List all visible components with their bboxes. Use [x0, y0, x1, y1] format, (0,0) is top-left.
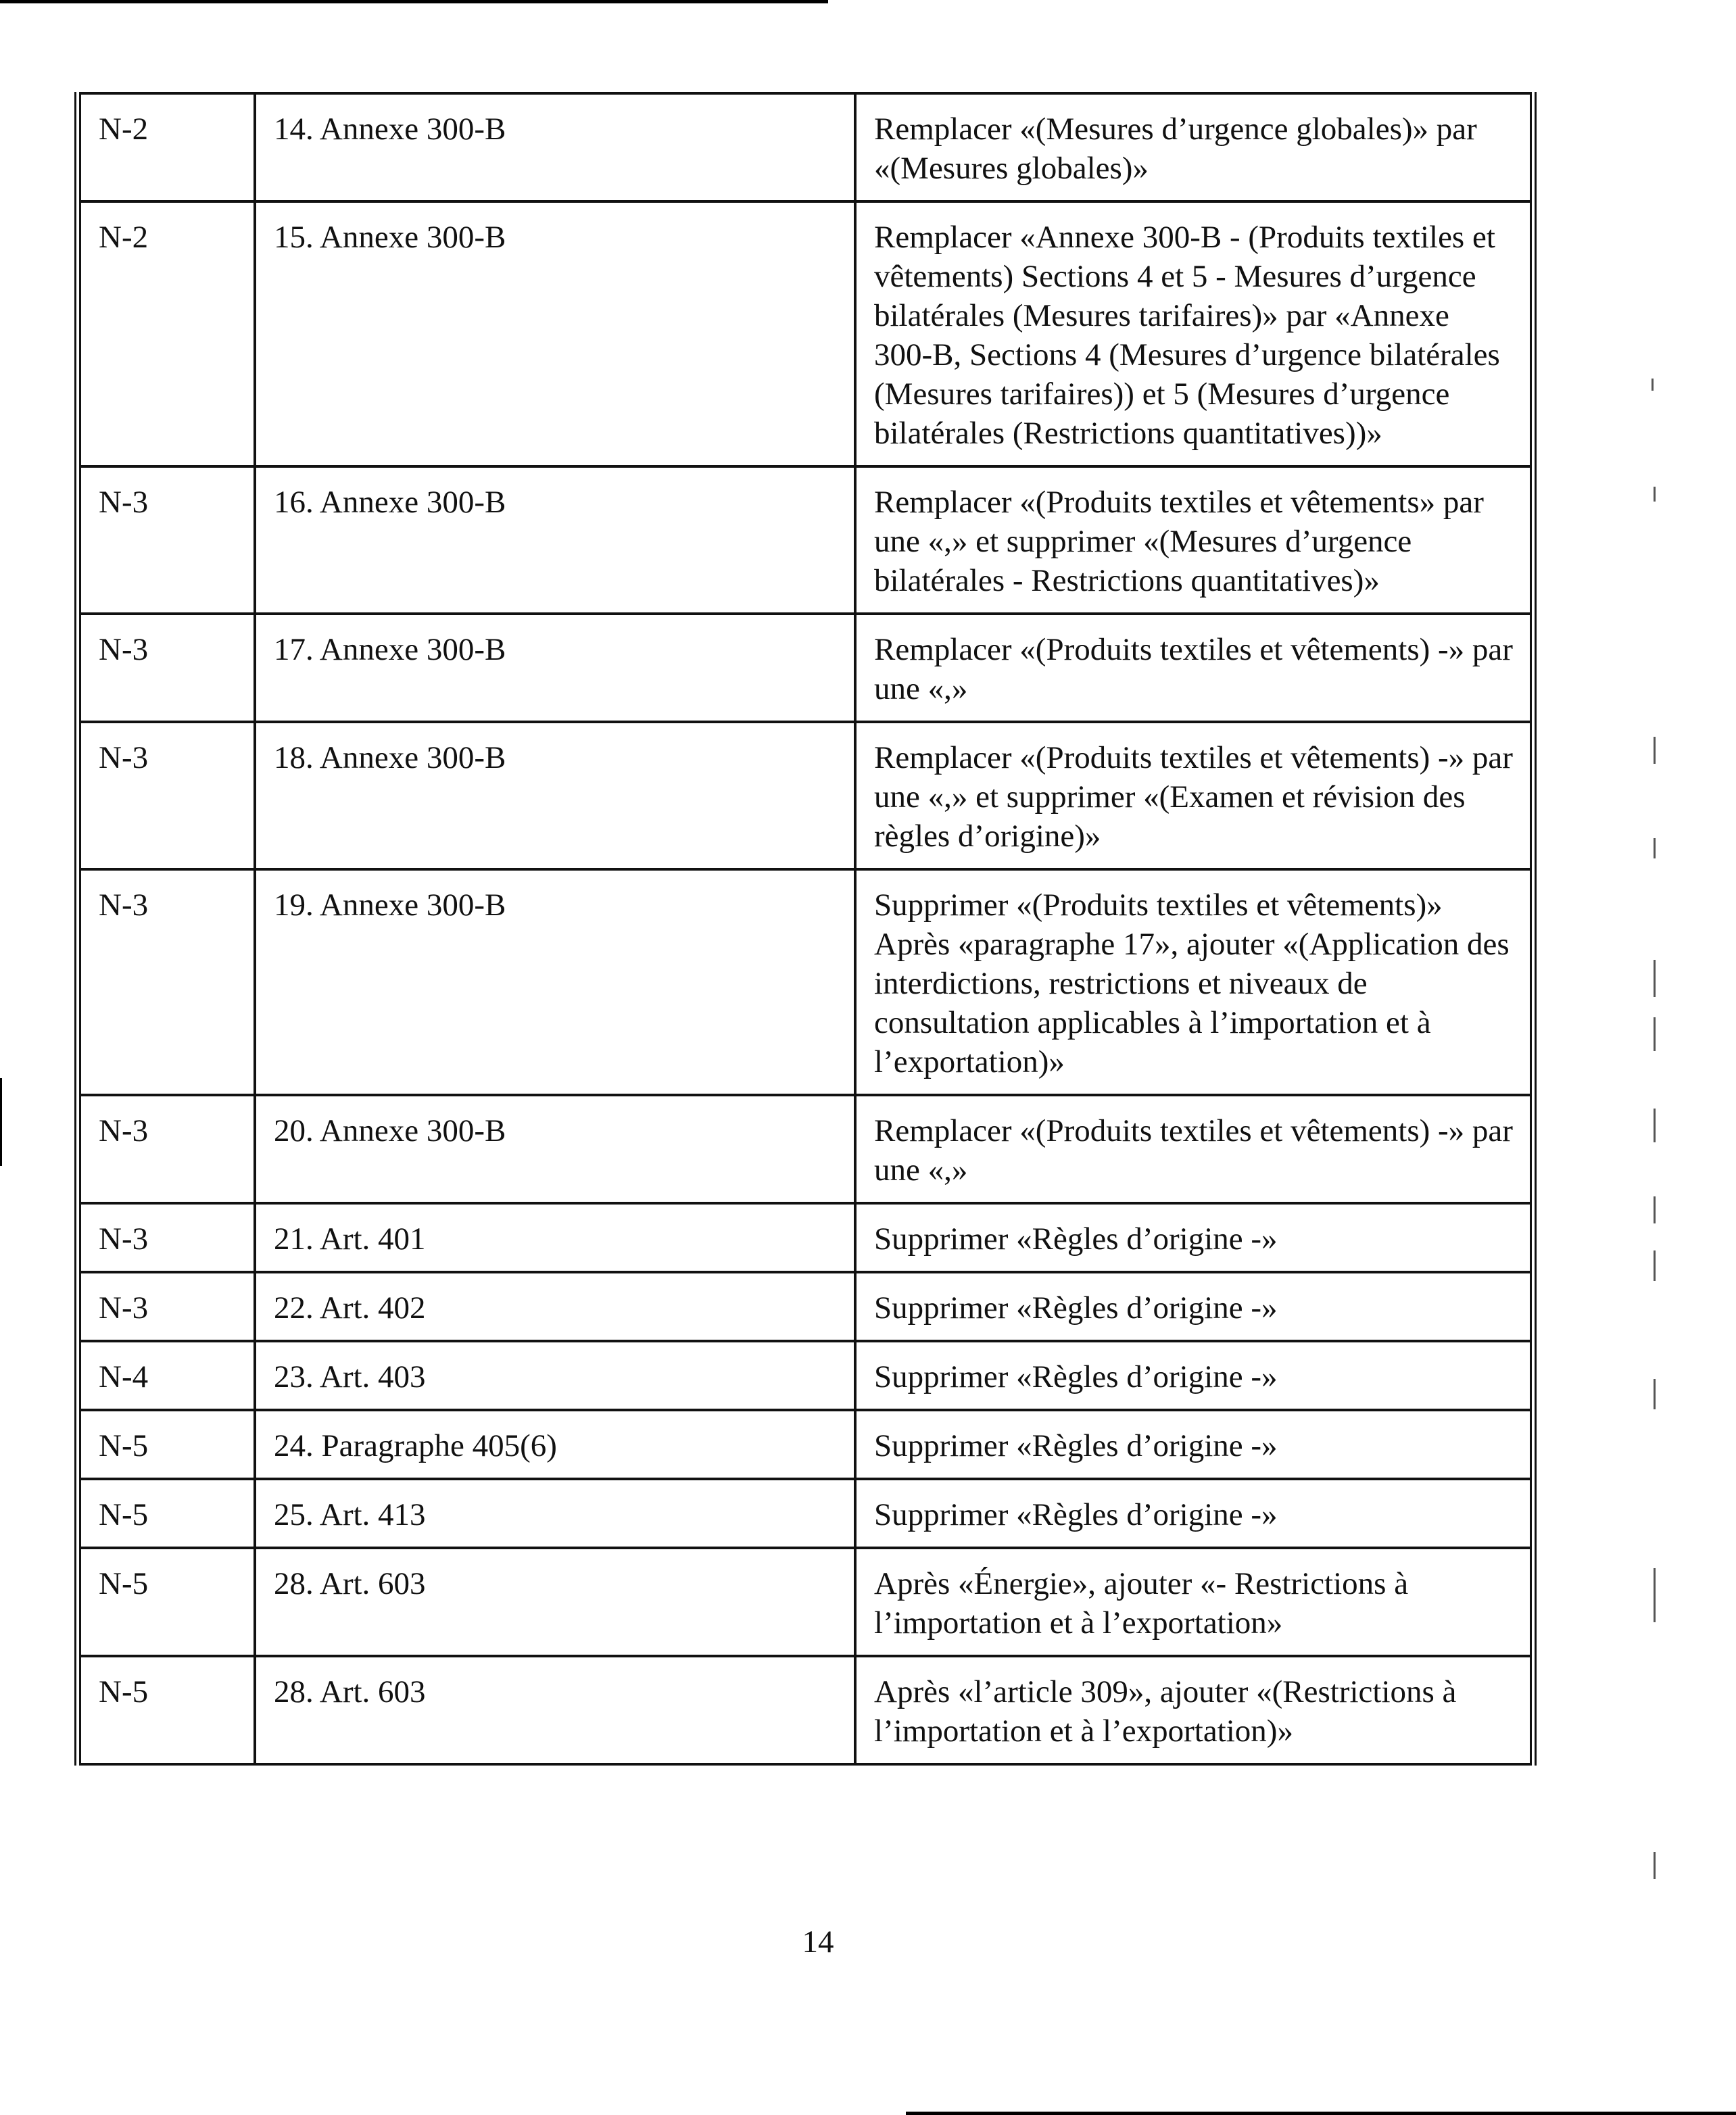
scan-mark	[1654, 1250, 1656, 1281]
row-reference-cell: 16. Annexe 300-B	[255, 466, 855, 614]
row-code-cell: N-3	[78, 1272, 255, 1341]
amendments-table	[74, 92, 1537, 1766]
scan-mark	[1654, 737, 1656, 764]
table-row	[78, 614, 1533, 722]
row-code-cell: N-2	[78, 93, 255, 201]
row-reference-cell: 23. Art. 403	[255, 1341, 855, 1410]
table-row	[78, 1656, 1533, 1764]
row-code-cell: N-5	[78, 1656, 255, 1764]
scan-mark	[1654, 960, 1656, 997]
row-modification-cell: Supprimer «Règles d’origine -»	[855, 1410, 1533, 1479]
row-modification-cell: Supprimer «Règles d’origine -»	[855, 1203, 1533, 1272]
row-modification-cell: Supprimer «(Produits textiles et vêtements)» Après «paragraphe 17», ajouter «(Application des interdictions, restrictions et niveaux de consultation applicables à l’importation et à l’exportation)»	[855, 869, 1533, 1095]
scan-edge-bottom	[906, 2112, 1736, 2115]
table-row	[78, 1479, 1533, 1548]
scan-edge-left	[0, 1078, 2, 1166]
table-row	[78, 93, 1533, 201]
table-row	[78, 1203, 1533, 1272]
row-code-cell: N-3	[78, 1095, 255, 1203]
row-code-cell: N-3	[78, 466, 255, 614]
row-modification-cell: Supprimer «Règles d’origine -»	[855, 1479, 1533, 1548]
row-modification-cell: Remplacer «(Mesures d’urgence globales)» par «(Mesures globales)»	[855, 93, 1533, 201]
row-reference-cell: 15. Annexe 300-B	[255, 201, 855, 466]
table-row	[78, 466, 1533, 614]
table-row	[78, 722, 1533, 869]
row-reference-cell: 14. Annexe 300-B	[255, 93, 855, 201]
row-modification-cell: Remplacer «(Produits textiles et vêtements) -» par une «,»	[855, 1095, 1533, 1203]
table-row	[78, 1341, 1533, 1410]
page-number: 14	[802, 1924, 834, 1960]
row-reference-cell: 28. Art. 603	[255, 1548, 855, 1656]
table-row	[78, 1272, 1533, 1341]
scan-mark	[1654, 1196, 1656, 1223]
row-code-cell: N-5	[78, 1548, 255, 1656]
row-modification-cell: Après «l’article 309», ajouter «(Restrictions à l’importation et à l’exportation)»	[855, 1656, 1533, 1764]
scan-edge-top	[0, 0, 828, 3]
scan-mark	[1654, 487, 1656, 502]
table-row	[78, 1410, 1533, 1479]
scan-mark	[1654, 1568, 1656, 1622]
scan-mark	[1654, 1017, 1656, 1051]
row-modification-cell: Remplacer «(Produits textiles et vêtements» par une «,» et supprimer «(Mesures d’urgence bilatérales - Restrictions quantitatives)»	[855, 466, 1533, 614]
row-modification-cell: Remplacer «Annexe 300-B - (Produits textiles et vêtements) Sections 4 et 5 - Mesures d’urgence bilatérales (Mesures tarifaires)» par «Annexe 300-B, Sections 4 (Mesures d’urgence bilatérales (Mesures tarifaires)) et 5 (Mesures d’urgence bilatérales (Restrictions quantitatives))»	[855, 201, 1533, 466]
table-row	[78, 201, 1533, 466]
row-reference-cell: 19. Annexe 300-B	[255, 869, 855, 1095]
row-modification-cell: Supprimer «Règles d’origine -»	[855, 1341, 1533, 1410]
row-reference-cell: 18. Annexe 300-B	[255, 722, 855, 869]
row-code-cell: N-2	[78, 201, 255, 466]
row-reference-cell: 24. Paragraphe 405(6)	[255, 1410, 855, 1479]
row-reference-cell: 25. Art. 413	[255, 1479, 855, 1548]
row-reference-cell: 21. Art. 401	[255, 1203, 855, 1272]
row-reference-cell: 22. Art. 402	[255, 1272, 855, 1341]
row-reference-cell: 28. Art. 603	[255, 1656, 855, 1764]
table-row	[78, 1548, 1533, 1656]
row-modification-cell: Remplacer «(Produits textiles et vêtements) -» par une «,»	[855, 614, 1533, 722]
amendments-table-body	[78, 93, 1533, 1764]
row-reference-cell: 20. Annexe 300-B	[255, 1095, 855, 1203]
table-row	[78, 869, 1533, 1095]
scan-mark	[1654, 1852, 1656, 1879]
table-row	[78, 1095, 1533, 1203]
row-code-cell: N-5	[78, 1479, 255, 1548]
row-code-cell: N-3	[78, 722, 255, 869]
scan-mark	[1654, 838, 1656, 858]
row-modification-cell: Remplacer «(Produits textiles et vêtements) -» par une «,» et supprimer «(Examen et révision des règles d’origine)»	[855, 722, 1533, 869]
row-code-cell: N-5	[78, 1410, 255, 1479]
row-code-cell: N-4	[78, 1341, 255, 1410]
row-code-cell: N-3	[78, 869, 255, 1095]
scan-mark	[1651, 379, 1654, 391]
row-modification-cell: Supprimer «Règles d’origine -»	[855, 1272, 1533, 1341]
row-reference-cell: 17. Annexe 300-B	[255, 614, 855, 722]
row-code-cell: N-3	[78, 614, 255, 722]
row-modification-cell: Après «Énergie», ajouter «- Restrictions à l’importation et à l’exportation»	[855, 1548, 1533, 1656]
row-code-cell: N-3	[78, 1203, 255, 1272]
scan-mark	[1654, 1109, 1656, 1142]
scan-mark	[1654, 1379, 1656, 1409]
